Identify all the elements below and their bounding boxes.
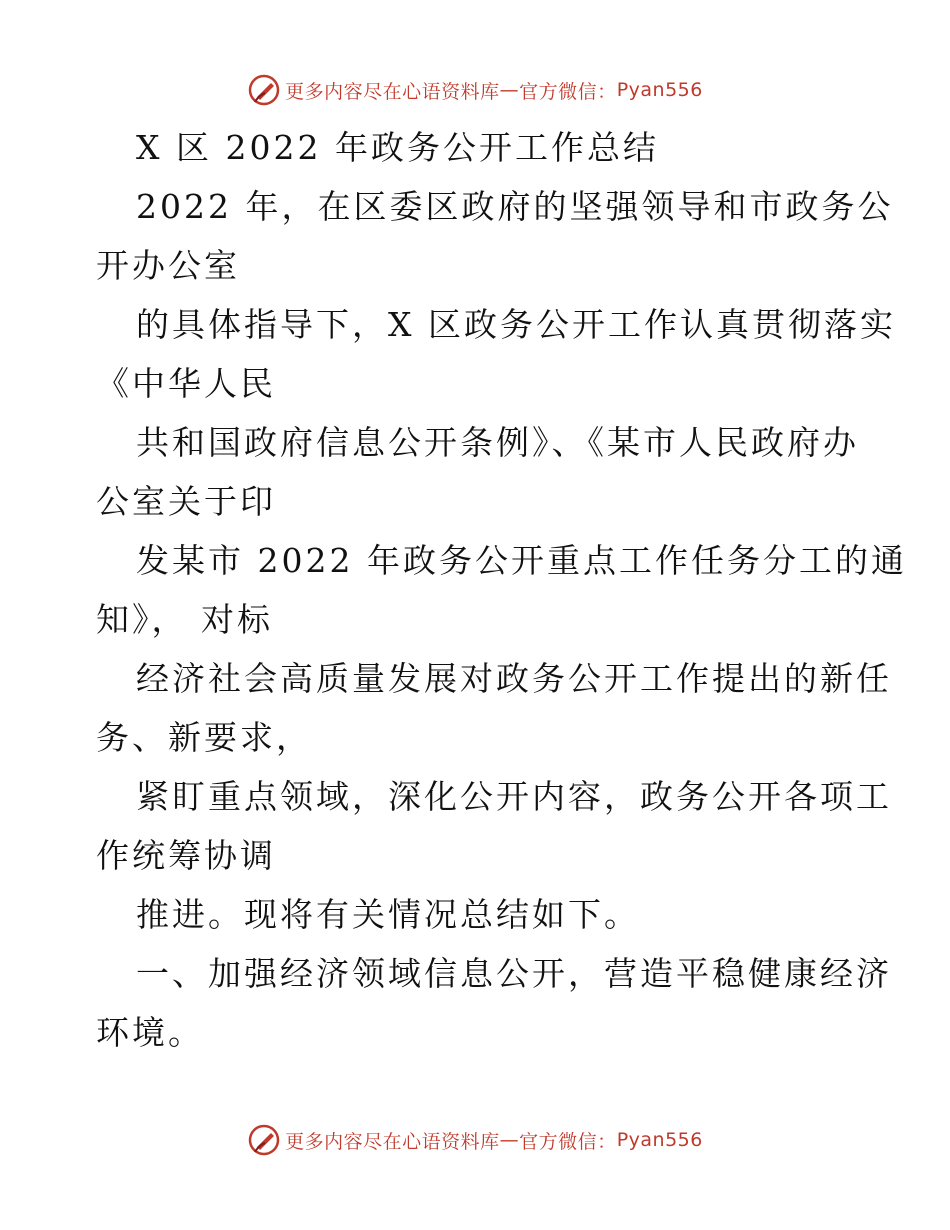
document-title: X 区 2022 年政务公开工作总结: [136, 128, 659, 167]
paragraph-line: 开办公室: [96, 246, 240, 285]
pen-circle-logo-icon: [247, 1123, 281, 1157]
banner-wechat-id: Pyan556: [616, 79, 703, 101]
paragraph-line: 务、新要求，: [96, 718, 312, 757]
banner-wechat-label: 官方微信：: [519, 1130, 617, 1153]
banner-separator: —: [499, 79, 520, 101]
paragraph-line: 知》， 对标: [96, 600, 273, 639]
banner-wechat-label: 官方微信：: [519, 80, 617, 103]
paragraph-line: 作统筹协调: [96, 836, 276, 875]
paragraph-line: 紧盯重点领域，深化公开内容，政务公开各项工: [136, 777, 892, 816]
banner-main-text: 更多内容尽在心语资料库: [285, 80, 500, 103]
section-heading: 一、加强经济领域信息公开，营造平稳健康经济: [136, 954, 892, 993]
banner-wechat-id: Pyan556: [616, 1129, 703, 1151]
paragraph-line: 2022 年，在区委区政府的坚强领导和市政务公: [136, 187, 894, 226]
pen-circle-logo-icon: [247, 73, 281, 107]
paragraph-line: 经济社会高质量发展对政务公开工作提出的新任: [136, 659, 892, 698]
header-watermark-banner: [0, 68, 950, 112]
paragraph-line: 公室关于印: [96, 482, 276, 521]
paragraph-line: 的具体指导下，X 区政务公开工作认真贯彻落实: [136, 305, 896, 344]
paragraph-line: 发某市 2022 年政务公开重点工作任务分工的通: [136, 541, 907, 580]
paragraph-line: 《中华人民: [96, 364, 276, 403]
footer-watermark-banner: [0, 1118, 950, 1162]
paragraph-line: 推进。现将有关情况总结如下。: [136, 895, 640, 934]
section-heading-continued: 环境。: [96, 1013, 204, 1052]
banner-separator: —: [499, 1129, 520, 1151]
banner-main-text: 更多内容尽在心语资料库: [285, 1130, 500, 1153]
document-body: [96, 118, 907, 1062]
paragraph-line: 共和国政府信息公开条例》、《某市人民政府办: [136, 423, 859, 462]
